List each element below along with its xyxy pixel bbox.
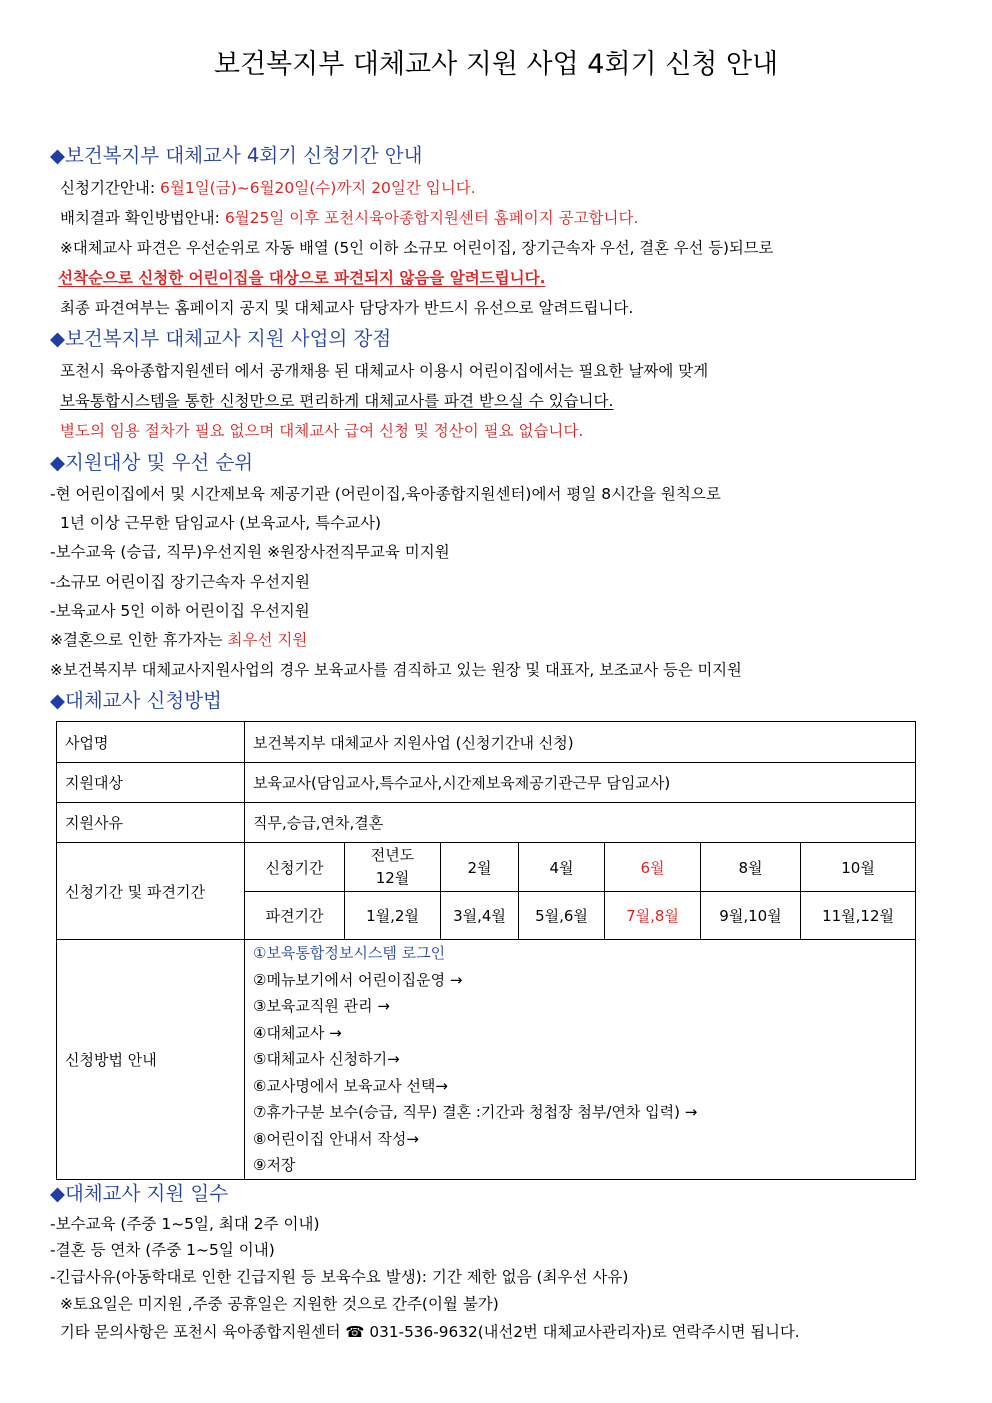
guide-step: ③보육교직원 관리 →	[253, 997, 390, 1015]
apply-period-value: 6월1일(금)~6월20일(수)까지 20일간 입니다.	[160, 179, 476, 197]
dispatch-row-label: 파견기간	[245, 892, 345, 940]
apply-month-cell: 6월	[605, 843, 701, 892]
days-line-4: ※토요일은 미지원 ,주중 공휴일은 지원한 것으로 간주(이월 불가)	[60, 1295, 499, 1313]
row-value-target: 보육교사(담임교사,특수교사,시간제보육제공기관근무 담임교사)	[245, 763, 916, 803]
table-row	[57, 843, 916, 892]
days-line-1: -보수교육 (주중 1~5일, 최대 2주 이내)	[50, 1215, 320, 1233]
row-label-reason: 지원사유	[57, 803, 245, 843]
dispatch-month-cell: 5월,6월	[519, 892, 605, 940]
dispatch-month-cell: 7월,8월	[605, 892, 701, 940]
row-label-period: 신청기간 및 파견기간	[57, 843, 245, 940]
result-check-label: 배치결과 확인방법안내:	[60, 209, 225, 227]
dispatch-month-cell: 3월,4월	[441, 892, 519, 940]
guide-step: ①보육통합정보시스템 로그인	[253, 944, 446, 962]
apply-period-line	[60, 176, 476, 198]
target-line-5: -보육교사 5인 이하 어린이집 우선지원	[50, 602, 310, 620]
row-label-target: 지원대상	[57, 763, 245, 803]
target-line-6	[50, 628, 307, 650]
days-line-3: -긴급사유(아동학대로 인한 긴급지원 등 보육수요 발생): 기간 제한 없음 (최우선 사유)	[50, 1268, 629, 1286]
table-row	[57, 763, 916, 803]
apply-period-label: 신청기간안내:	[60, 179, 160, 197]
apply-month-cell: 8월	[701, 843, 801, 892]
first-come-warning: 선착순으로 신청한 어린이집을 대상으로 파견되지 않음을 알려드립니다.	[58, 269, 546, 287]
merits-line-3: 별도의 임용 절차가 필요 없으며 대체교사 급여 신청 및 정산이 필요 없습니다.	[60, 422, 584, 440]
row-value-business: 보건복지부 대체교사 지원사업 (신청기간내 신청)	[245, 722, 916, 763]
guide-step: ④대체교사 →	[253, 1023, 342, 1042]
guide-step: ⑤대체교사 신청하기→	[253, 1050, 400, 1068]
target-line-2: 1년 이상 근무한 담임교사 (보육교사, 특수교사)	[60, 514, 382, 532]
guide-step: ⑨저장	[253, 1156, 296, 1174]
target-line-4: -소규모 어린이집 장기근속자 우선지원	[50, 573, 310, 591]
target-line-6-prefix: ※결혼으로 인한 휴가자는	[50, 631, 228, 649]
apply-row-label: 신청기간	[245, 843, 345, 892]
target-line-3: -보수교육 (승급, 직무)우선지원 ※원장사전직무교육 미지원	[50, 543, 450, 561]
guide-step: ⑧어린이집 안내서 작성→	[253, 1129, 419, 1148]
table-row	[57, 803, 916, 843]
row-label-guide: 신청방법 안내	[57, 940, 245, 1180]
guide-step: ⑦휴가구분 보수(승급, 직무) 결혼 :기간과 청첩장 첨부/연차 입력) →	[253, 1103, 698, 1121]
merits-line-2: 보육통합시스템을 통한 신청만으로 편리하게 대체교사를 파견 받으실 수 있습니다.	[60, 392, 614, 410]
merits-line-1: 포천시 육아종합지원센터 에서 공개채용 된 대체교사 이용시 어린이집에서는 필요한 날짜에 맞게	[60, 362, 709, 380]
dispatch-month-cell: 11월,12월	[801, 892, 916, 940]
guide-steps	[245, 940, 916, 1180]
apply-month-cell: 전년도 12월	[345, 843, 441, 892]
section-heading-period: ◆보건복지부 대체교사 4회기 신청기간 안내	[50, 144, 423, 167]
target-line-7: ※보건복지부 대체교사지원사업의 경우 보육교사를 겸직하고 있는 원장 및 대표자, 보조교사 등은 미지원	[50, 661, 742, 679]
section-heading-target: ◆지원대상 및 우선 순위	[50, 451, 254, 474]
priority-note: ※대체교사 파견은 우선순위로 자동 배열 (5인 이하 소규모 어린이집, 장기근속자 우선, 결혼 우선 등)되므로	[60, 239, 774, 257]
result-check-value: 6월25일 이후 포천시육아종합지원센터 홈페이지 공고합니다.	[224, 209, 639, 227]
dispatch-month-cell: 1월,2월	[345, 892, 441, 940]
section-heading-days: ◆대체교사 지원 일수	[50, 1182, 229, 1205]
dispatch-month-cell: 9월,10월	[701, 892, 801, 940]
apply-month-cell: 2월	[441, 843, 519, 892]
table-row	[57, 940, 916, 1180]
table-row	[57, 722, 916, 763]
contact-line: 기타 문의사항은 포천시 육아종합지원센터 ☎ 031-536-9632(내선2번 대체교사관리자)로 연락주시면 됩니다.	[60, 1323, 800, 1341]
guide-step: ⑥교사명에서 보육교사 선택→	[253, 1076, 448, 1095]
page-title: 보건복지부 대체교사 지원 사업 4회기 신청 안내	[213, 49, 779, 80]
apply-month-cell: 10월	[801, 843, 916, 892]
days-line-2: -결혼 등 연차 (주중 1~5일 이내)	[50, 1241, 275, 1259]
target-line-6-highlight: 최우선 지원	[227, 631, 308, 649]
target-line-1: -현 어린이집에서 및 시간제보육 제공기관 (어린이집,육아종합지원센터)에서 평일 8시간을 원칙으로	[50, 485, 721, 503]
final-notice: 최종 파견여부는 홈페이지 공지 및 대체교사 담당자가 반드시 유선으로 알려드립니다.	[60, 299, 634, 317]
apply-month-cell: 4월	[519, 843, 605, 892]
result-check-line	[60, 206, 638, 228]
section-heading-merits: ◆보건복지부 대체교사 지원 사업의 장점	[50, 327, 392, 350]
section-heading-method: ◆대체교사 신청방법	[50, 689, 222, 712]
guide-step: ②메뉴보기에서 어린이집운영 →	[253, 970, 463, 989]
row-value-reason: 직무,승급,연차,결혼	[245, 803, 916, 843]
application-method-table	[56, 721, 916, 1180]
row-label-business: 사업명	[57, 722, 245, 763]
